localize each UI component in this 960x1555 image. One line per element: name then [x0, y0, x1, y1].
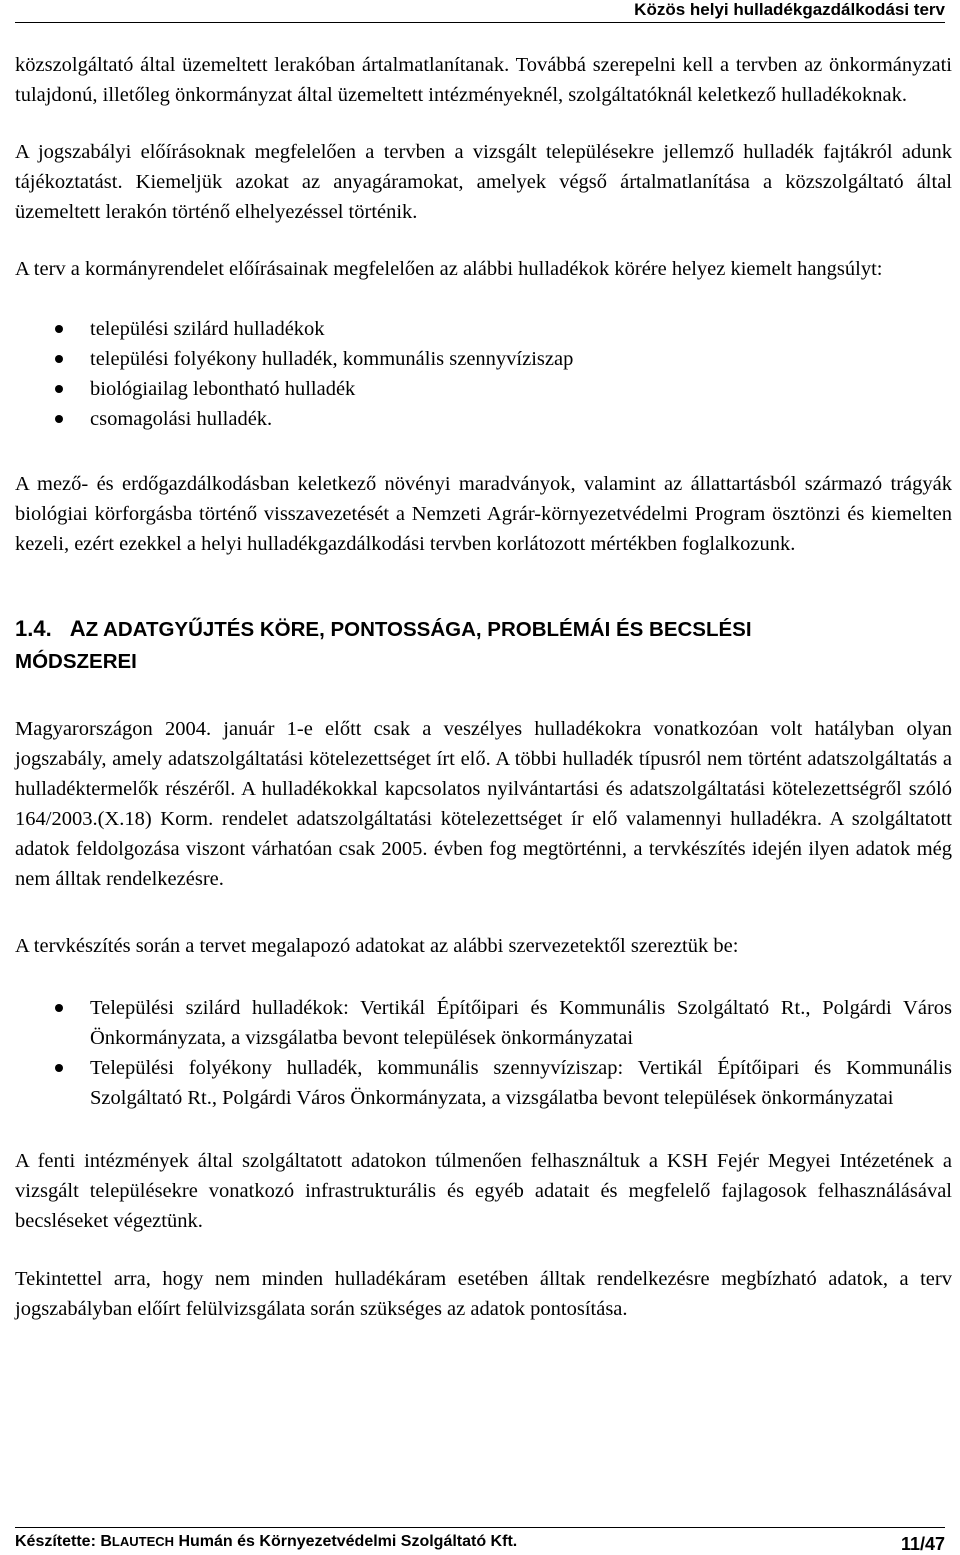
paragraph: A fenti intézmények által szolgáltatott adatokon túlmenően felhasználtuk a KSH Fejér Megyei Intézetének a vizsgált településekre vonatkozó infrastrukturális és egyéb adatait és megfelelő fajlagosok felhasználásával becsléseket végeztünk. — [15, 1150, 952, 1232]
footer-company-initial: B — [100, 1533, 112, 1550]
footer-author — [15, 1532, 517, 1552]
document-title: Közös helyi hulladékgazdálkodási terv — [634, 0, 945, 19]
paragraph: A jogszabályi előírásoknak megfelelően a tervben a vizsgált településekre jellemző hulladék fajtákról adunk tájékoztatást. Kiemeljük azokat az anyagáramokat, amelyek végső ártalmatlanítása a közszolgáltató által üzemeltett lerakón történő elhelyezéssel történik. — [15, 141, 952, 223]
list-item: Települési szilárd hulladékok: Vertikál Építőipari és Kommunális Szolgáltató Rt., Polgárdi Város Önkormányzata, a vizsgálatba bevont települések önkormányzatai — [15, 993, 952, 1053]
page-body — [15, 50, 952, 1324]
list-item: Települési folyékony hulladék, kommunális szennyvíziszap: Vertikál Építőipari és Kommunális Szolgáltató Rt., Polgárdi Város Önkormányzata, a vizsgálatba bevont települések önkormányzatai — [15, 1053, 952, 1113]
paragraph: Tekintettel arra, hogy nem minden hulladékáram esetében álltak rendelkezésre megbízható adatok, a terv jogszabályban előírt felülvizsgálata során szükséges az adatok pontosítása. — [15, 1268, 952, 1320]
paragraph: A tervkészítés során a tervet megalapozó adatokat az alábbi szervezetektől szereztük be: — [15, 935, 739, 957]
section-title-initial: A — [69, 616, 86, 641]
section-title-line2: MÓDSZEREI — [15, 650, 137, 673]
paragraph: A mező- és erdőgazdálkodásban keletkező növényi maradványok, valamint az állattartásból származó trágyák biológiai körforgásba történő visszavezetését a Nemzeti Agrár-környezetvédelmi Program ösztönzi és kiemelten kezeli, ezért ezekkel a helyi hulladékgazdálkodási tervben korlátozott mértékben foglalkozunk. — [15, 473, 952, 555]
footer-company-smallcaps: LAUTECH — [111, 1534, 175, 1549]
list-item: települési folyékony hulladék, kommunális szennyvíziszap — [15, 344, 952, 374]
page-footer — [15, 1527, 945, 1554]
paragraph: közszolgáltató által üzemeltett lerakóban ártalmatlanítanak. Továbbá szerepelni kell a tervben az önkormányzati tulajdonú, illetőleg önkormányzat által üzemeltett intézményeknél, szolgáltatóknál keletkező hulladékoknak. — [15, 54, 952, 106]
section-heading — [15, 613, 952, 678]
paragraph: Magyarországon 2004. január 1-e előtt csak a veszélyes hulladékokra vonatkozóan volt hatályban olyan jogszabály, amely adatszolgáltatási kötelezettséget írt elő. A többi hulladék típusról nem történt adatszolgáltatás a hulladéktermelők részéről. A hulladékokkal kapcsolatos nyilvántartási és adatszolgáltatási kötelezettségről szóló 164/2003.(X.18) Korm. rendelet adatszolgáltatási kötelezettséget ír elő valamennyi hulladékra. A szolgáltatott adatok feldolgozása viszont várhatóan csak 2005. évben fog megtörténni, a tervkészítés idején ilyen adatok még nem álltak rendelkezésre. — [15, 718, 952, 890]
list-item: csomagolási hulladék. — [15, 404, 952, 434]
footer-prefix: Készítette: — [15, 1533, 101, 1550]
paragraph: A terv a kormányrendelet előírásainak megfelelően az alábbi hulladékok körére helyez kiemelt hangsúlyt: — [15, 258, 883, 280]
data-source-list — [15, 993, 952, 1113]
list-item: biológiailag lebontható hulladék — [15, 374, 952, 404]
footer-company-rest: Humán és Környezetvédelmi Szolgáltató Kft. — [174, 1533, 518, 1550]
section-title-line1: Z ADATGYŰJTÉS KÖRE, PONTOSSÁGA, PROBLÉMÁI ÉS BECSLÉSI — [85, 618, 752, 641]
waste-type-list — [15, 314, 952, 434]
section-number: 1.4. — [15, 616, 52, 641]
page-number: 11/47 — [900, 1534, 945, 1554]
list-item: települési szilárd hulladékok — [15, 314, 952, 344]
page-header — [15, 0, 945, 23]
